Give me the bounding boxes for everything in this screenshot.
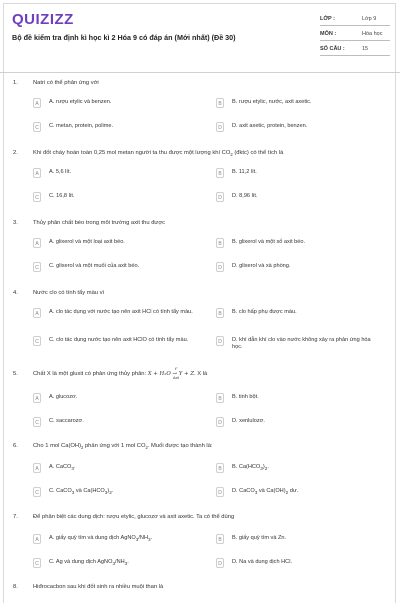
option-letter-box: A (33, 238, 41, 248)
question-text: Để phân biệt các dung dịch: rượu etylic, glucozơ và axit axetic. Ta có thể dùng (33, 514, 235, 520)
option-text: A. giấy quỳ tím và dung dịch $AgNO_3/NH_3$. (49, 535, 153, 543)
option-letter-box: B (216, 463, 224, 473)
option-text: B. $Ca(HCO_3)_2$. (232, 464, 269, 472)
option-letter-box: B (216, 308, 224, 318)
option-letter-box: D (216, 558, 224, 568)
option-letter-box: D (216, 417, 224, 427)
meta-divider (320, 55, 390, 56)
option-letter-box: C (33, 122, 41, 132)
option-text: A. CaCO$_3$. (49, 464, 76, 472)
quizizz-logo: QUIZIZZ (12, 11, 74, 28)
option-letter-box: C (33, 487, 41, 497)
option-letter-box: A (33, 534, 41, 544)
option-text: C. CaCO$_3$ và $Ca(HCO_3)_2$. (49, 488, 114, 496)
option-text: A. clo tác dụng với nước tạo nên axit HCl có tính tẩy màu. (49, 309, 193, 315)
option-text: D. Na và dung dịch HCl. (232, 559, 293, 565)
question-number: 2. (13, 150, 18, 156)
question-text: Chất X là một gluxit có phản ứng thủy phân: X + H₂O → Y + Z t° Axit . X là (33, 367, 208, 380)
option-letter-box: B (216, 98, 224, 108)
page-border (3, 3, 396, 603)
option-letter-box: B (216, 238, 224, 248)
option-text: D. glixerol và xà phòng. (232, 263, 291, 269)
option-letter-box: C (33, 262, 41, 272)
option-text: B. clo hấp phụ được màu. (232, 309, 297, 315)
meta-label-class: LỚP : (320, 16, 335, 22)
question-text: Cho 1 mol $Ca(OH)_2$ phản ứng với 1 mol $CO_2$. Muối được tạo thành là: (33, 443, 213, 451)
option-text: A. 5,6 lít. (49, 169, 72, 175)
option-text: B. tinh bột. (232, 394, 259, 400)
question-number: 3. (13, 220, 18, 226)
option-letter-box: B (216, 168, 224, 178)
option-text: D. xenlulozơ. (232, 418, 265, 424)
reaction-condition-under: Axit (173, 376, 180, 380)
option-text: C. saccarozơ. (49, 418, 84, 424)
meta-label-count: SỐ CÂU : (320, 46, 345, 52)
option-letter-box: C (33, 192, 41, 202)
option-letter-box: B (216, 534, 224, 544)
meta-value-count: 15 (362, 46, 369, 52)
option-letter-box: A (33, 168, 41, 178)
option-text: B. giấy quỳ tím và Zn. (232, 535, 287, 541)
question-number: 7. (13, 514, 18, 520)
option-letter-box: C (33, 336, 41, 346)
reaction-condition-over: t° (175, 367, 178, 371)
option-text: D. axit axetic, protein, benzen. (232, 123, 308, 129)
option-text: B. 11,2 lít. (232, 169, 257, 175)
option-letter-box: D (216, 336, 224, 346)
option-letter-box: D (216, 262, 224, 272)
option-letter-box: D (216, 192, 224, 202)
option-letter-box: A (33, 98, 41, 108)
question-text: Nước clo có tính tẩy màu vì (33, 290, 105, 296)
option-text: B. rượu etylic, nước, axit axetic. (232, 99, 312, 105)
option-text: C. Ag và dung dịch $AgNO_3/NH_3$. (49, 559, 129, 567)
option-letter-box: A (33, 393, 41, 403)
meta-label-subject: MÔN : (320, 31, 337, 37)
meta-value-class: Lớp 9 (362, 16, 377, 22)
option-letter-box: D (216, 122, 224, 132)
question-number: 4. (13, 290, 18, 296)
meta-divider (320, 25, 390, 26)
option-text: D. khí dẫn khí clo vào nước không xảy ra phản ứng hóa học. (232, 337, 371, 351)
option-text: C. clo tác dụng nước tạo nên axit HClO có tính tẩy màu. (49, 337, 189, 343)
option-text: D. CaCO$_3$ và $Ca(OH)_2$ dư. (232, 488, 299, 496)
option-text: D. 8,96 lít. (232, 193, 258, 199)
question-text: Natri có thể phản ứng với (33, 80, 99, 86)
question-text: Hiđrocacbon sau khi đốt sinh ra nhiều muội than là (33, 584, 164, 590)
question-number: 1. (13, 80, 18, 86)
option-text: C. glixerol và một muối của axit béo. (49, 263, 140, 269)
meta-value-subject: Hóa học (362, 31, 383, 37)
option-letter-box: C (33, 417, 41, 427)
option-letter-box: A (33, 463, 41, 473)
question-number: 8. (13, 584, 18, 590)
document-header (0, 0, 400, 73)
option-text: B. glixerol và một số axit béo. (232, 239, 306, 245)
option-letter-box: C (33, 558, 41, 568)
option-text: A. rượu etylic và benzen. (49, 99, 112, 105)
reaction-equation: X + H₂O → Y + Z (147, 371, 195, 377)
question-number: 6. (13, 443, 18, 449)
option-text: C. metan, protein, polime. (49, 123, 114, 129)
option-letter-box: D (216, 487, 224, 497)
question-text: Khi đốt cháy hoàn toàn 0,25 mol metan người ta thu được một lượng khí $CO_2$ (đktc) có thể tích là (33, 150, 284, 158)
option-letter-box: B (216, 393, 224, 403)
meta-divider (320, 40, 390, 41)
option-text: C. 16,8 lít. (49, 193, 75, 199)
option-text: A. glixerol và một loại axit béo. (49, 239, 125, 245)
document-title: Bộ đề kiểm tra định kì học kì 2 Hóa 9 có đáp án (Mới nhất) (Đề 30) (12, 33, 236, 42)
option-letter-box: A (33, 308, 41, 318)
option-text: A. glucozơ. (49, 394, 78, 400)
question-number: 5. (13, 371, 18, 377)
question-text: Thủy phân chất béo trong môi trường axit thu được (33, 220, 166, 226)
